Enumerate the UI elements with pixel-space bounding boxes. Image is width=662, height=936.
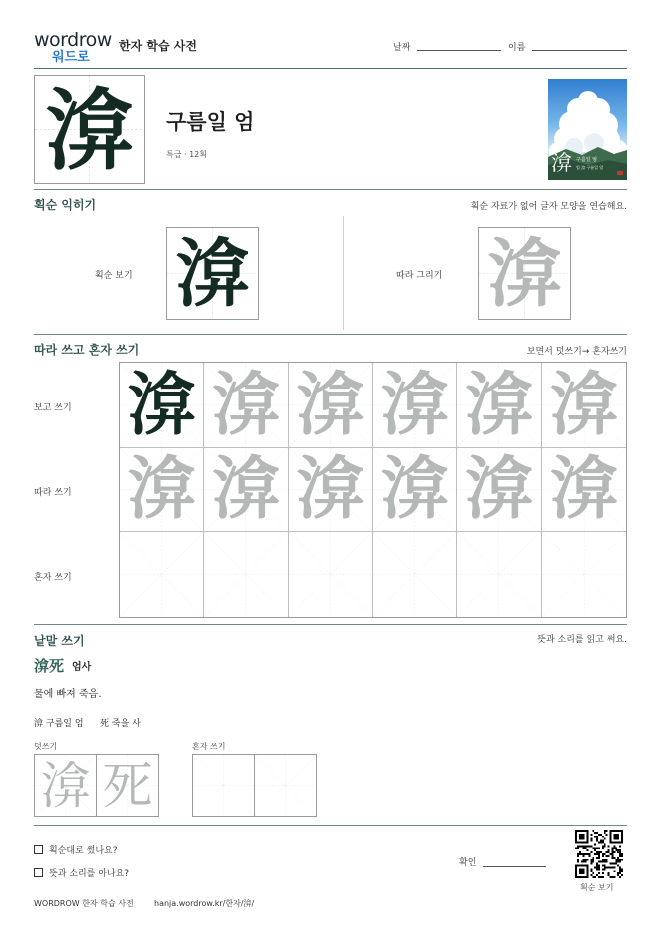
word-hanja: 渰死 [34,657,65,675]
date-label: 날짜 [393,43,411,53]
checkbox-1[interactable] [34,845,43,854]
writing-cell-char: 渰 [127,364,196,445]
writing-cell[interactable] [120,448,204,533]
writing-cell[interactable] [373,532,457,617]
word-solo-box-1[interactable] [192,754,255,817]
writing-cell[interactable] [542,532,626,617]
stroke-view-char: 渰 [175,230,250,317]
hero-divider [34,189,627,190]
row-label-trace: 따라 쓰기 [34,488,72,498]
stroke-trace-box[interactable] [478,227,571,320]
writing-cell[interactable] [204,532,288,617]
stroke-view-box[interactable] [166,227,259,320]
word-divider [34,825,627,826]
word-trace-char-1: 渰 [40,756,91,815]
stroke-vertical-divider [343,216,344,330]
hanja-main-box [34,75,145,184]
writing-cell-char: 渰 [464,364,533,445]
writing-cell[interactable] [204,448,288,533]
writing-cell[interactable] [289,532,373,617]
hanja-meaning-sound: 구름일 엄 [166,110,255,134]
logo-wordmark: wordrow [34,29,112,51]
writing-cell-char: 渰 [380,449,449,530]
writing-cell[interactable] [373,363,457,448]
writing-cell-char: 渰 [549,364,618,445]
cover-char: 渰 [551,151,572,175]
gloss-1-meaning: 구름일 엄 [45,719,84,729]
qr-code[interactable] [575,830,623,878]
writing-cell[interactable] [204,363,288,448]
row-label-view: 보고 쓰기 [34,403,72,413]
writing-grid [119,362,627,618]
name-label: 이름 [508,43,526,53]
hanja-main-char: 渰 [45,77,134,182]
stroke-trace-char: 渰 [487,230,562,317]
writing-section-title: 따라 쓰고 혼자 쓰기 [34,343,140,357]
writing-cell[interactable] [457,532,541,617]
stroke-section-title: 획순 익히기 [34,198,97,212]
app-title: 한자 학습 사전 [119,39,197,53]
gloss-2-char: 死 [100,719,110,729]
writing-cell[interactable] [542,448,626,533]
writing-cell-char: 渰 [380,364,449,445]
grid-divider [34,624,627,625]
cover-image [548,79,627,180]
logo-korean: 워드로 [52,50,90,65]
gloss-2 [100,716,141,729]
writing-cell-char: 渰 [296,364,365,445]
qr-label: 획순 보기 [580,883,614,892]
writing-cell-char: 渰 [211,449,280,530]
writing-cell[interactable] [542,363,626,448]
word-solo-box-2[interactable] [254,754,317,817]
confirm-field[interactable] [483,866,546,867]
writing-cell-char: 渰 [127,449,196,530]
gloss-1-char: 渰 [34,719,44,729]
row-label-solo: 혼자 쓰기 [34,573,72,583]
writing-cell[interactable] [457,363,541,448]
check-item-1-label: 획순대로 썼나요? [49,846,118,856]
check-item-1[interactable] [34,843,118,856]
footer-brand: WORDROW 한자 학습 사전 [34,899,134,908]
header-divider [34,68,627,69]
word-reading: 엄사 [72,662,92,673]
name-field[interactable] [532,50,627,51]
writing-cell[interactable] [457,448,541,533]
writing-cell[interactable] [373,448,457,533]
stroke-divider [34,334,627,335]
hanja-meta: 특급 · 12획 [166,150,207,159]
word-definition: 물에 빠져 죽음. [34,689,102,700]
word-solo-label: 혼자 쓰기 [192,742,226,751]
word-trace-box-1[interactable] [34,754,97,817]
gloss-2-meaning: 죽을 사 [111,719,141,729]
cover-small-text-2: 엄 渰 구름일 엄 [576,165,604,170]
gloss-1 [34,716,84,729]
writing-cell[interactable] [289,448,373,533]
stroke-section-note: 획순 자료가 없어 글자 모양을 연습해요. [470,202,627,212]
writing-cell[interactable] [120,532,204,617]
writing-cell[interactable] [120,363,204,448]
footer-url[interactable]: hanja.wordrow.kr/한자/渰/ [154,899,255,908]
word-section-note: 뜻과 소리를 읽고 써요. [537,635,627,645]
cover-small-text: 구름일 엄 [576,157,597,163]
date-field[interactable] [417,50,501,51]
writing-cell-char: 渰 [296,449,365,530]
word-trace-char-2: 死 [102,756,153,815]
writing-cell[interactable] [289,363,373,448]
word-trace-label: 덧쓰기 [34,742,58,751]
confirm-label: 확인 [459,858,477,868]
stroke-trace-label: 따라 그리기 [396,271,443,281]
writing-section-note: 보면서 덧쓰기→ 혼자쓰기 [526,347,627,357]
logo[interactable] [34,29,114,65]
checkbox-2[interactable] [34,868,43,877]
writing-cell-char: 渰 [464,449,533,530]
check-item-2[interactable] [34,866,129,879]
writing-cell-char: 渰 [549,449,618,530]
word-section-title: 낱말 쓰기 [34,634,85,648]
stroke-view-label: 획순 보기 [95,271,133,281]
writing-cell-char: 渰 [211,364,280,445]
check-item-2-label: 뜻과 소리를 아나요? [49,869,130,879]
word-trace-box-2[interactable] [96,754,159,817]
